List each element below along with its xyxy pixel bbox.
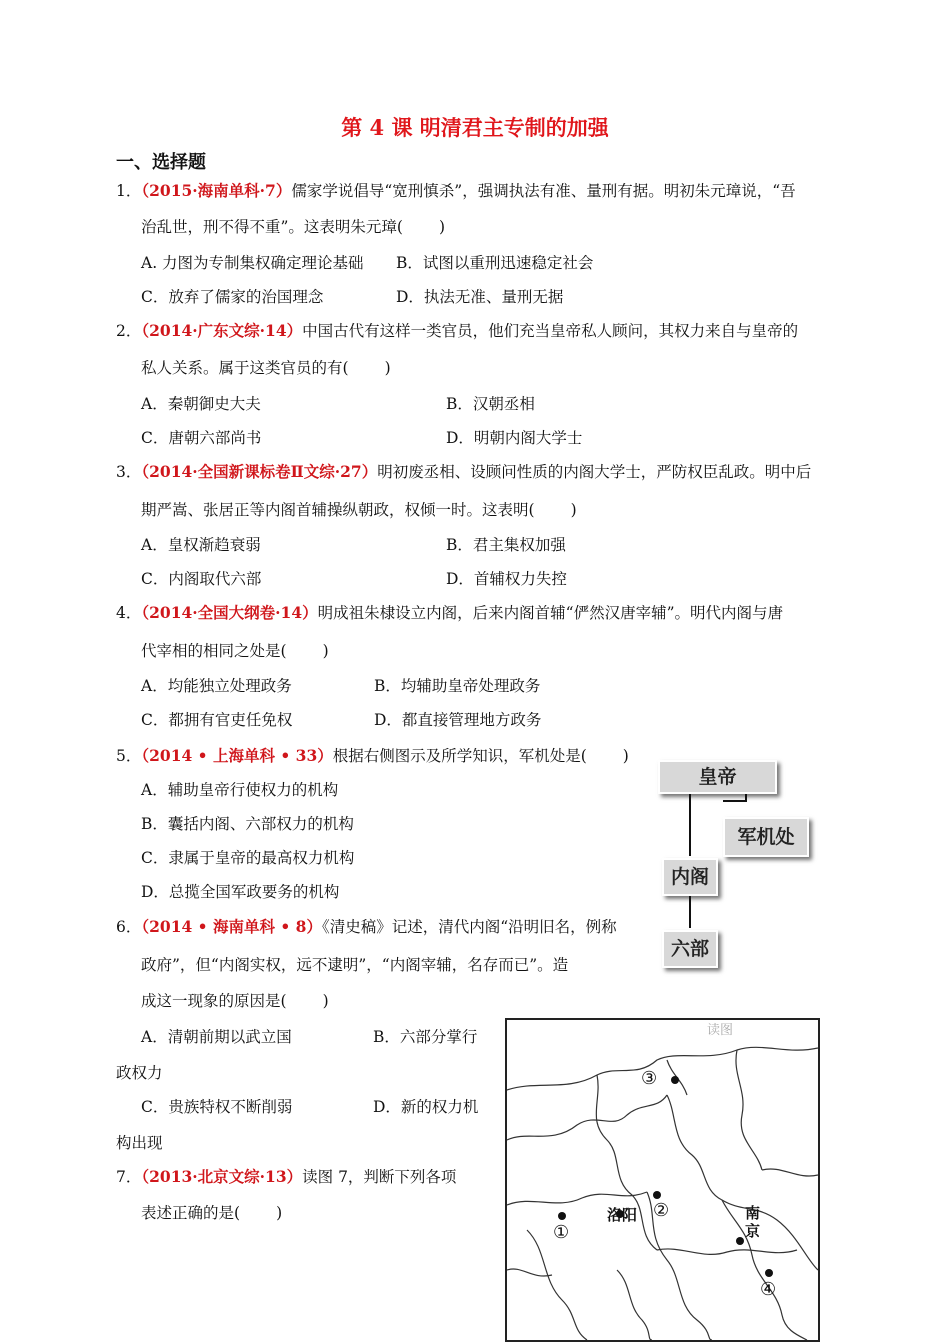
question-stem: 根据右侧图示及所学知识，军机处是(	[332, 747, 587, 765]
option-c: C．放弃了儒家的治国理念	[141, 288, 324, 306]
option-a: A．均能独立处理政务	[141, 677, 292, 695]
close-paren: )	[570, 501, 577, 519]
question-number: 1．	[116, 182, 142, 200]
question-stem: 明成祖朱棣设立内阁，后来内阁首辅“俨然汉唐宰辅”。明代内阁与唐	[317, 604, 783, 622]
map-point-4	[765, 1269, 773, 1277]
map-marker-2: ②	[653, 1200, 670, 1221]
question-3-line-2	[141, 500, 577, 520]
question-6-line-1	[116, 917, 617, 937]
question-source: （2013·北京文综·13）	[141, 1167, 303, 1186]
ming-china-map	[505, 1018, 820, 1342]
diagram-junjichu: 军机处	[723, 817, 809, 857]
close-paren: )	[622, 747, 629, 765]
diagram-liubu: 六部	[662, 930, 718, 968]
option-c: C．贵族特权不断削弱	[141, 1098, 293, 1116]
map-point-2	[653, 1191, 661, 1199]
question-6-line-2: 政府”，但“内阁实权，远不逮明”，“内阁宰辅，名存而已”。造	[141, 956, 569, 974]
close-paren: )	[322, 642, 329, 660]
question-stem: 读图 7，判断下列各项	[302, 1168, 457, 1186]
option-d: D．明朝内阁大学士	[446, 429, 583, 447]
question-stem: 成这一现象的原因是(	[141, 992, 287, 1010]
option-b: B．六部分掌行	[373, 1028, 478, 1046]
map-marker-1: ①	[553, 1222, 570, 1243]
question-7-line-2	[141, 1203, 282, 1223]
close-paren: )	[322, 992, 329, 1010]
map-label-luoyang: 洛阳	[607, 1206, 638, 1224]
question-source: （2014 • 海南单科 • 8）	[141, 917, 322, 936]
option-c: C．唐朝六部尚书	[141, 429, 262, 447]
question-number: 4．	[116, 604, 142, 622]
map-label-nanjing-2: 京	[745, 1222, 761, 1240]
option-c: C．都拥有官吏任免权	[141, 711, 293, 729]
option-d: D．执法无准、量刑无据	[396, 288, 564, 306]
option-d: D．新的权力机	[373, 1098, 479, 1116]
option-c: C．隶属于皇帝的最高权力机构	[141, 849, 355, 867]
option-b: B．君主集权加强	[446, 536, 566, 554]
question-1-line-2	[141, 217, 445, 237]
question-source: （2014·广东文综·14）	[141, 321, 303, 340]
question-number: 3．	[116, 463, 142, 481]
diagram-neige: 内阁	[662, 858, 718, 896]
question-stem: 表述正确的是(	[141, 1204, 241, 1222]
question-stem: 明初废丞相、设顾问性质的内阁大学士，严防权臣乱政。明中后	[377, 463, 812, 481]
question-number: 6．	[116, 918, 142, 936]
question-stem: 期严嵩、张居正等内阁首辅操纵朝政，权倾一时。这表明(	[141, 501, 535, 519]
question-stem: 治乱世，刑不得不重”。这表明朱元璋(	[141, 218, 403, 236]
close-paren: )	[438, 218, 446, 236]
option-d: D．都直接管理地方政务	[374, 711, 542, 729]
page-title: 第 4 课 明清君主专制的加强	[341, 115, 609, 140]
map-header-faded: 读图	[707, 1023, 734, 1038]
option-a: A．清朝前期以武立国	[141, 1028, 292, 1046]
map-figure	[507, 1020, 818, 1340]
question-stem: 私人关系。属于这类官员的有(	[141, 359, 349, 377]
option-d-continued: 构出现	[116, 1134, 163, 1152]
option-a: A．皇权渐趋衰弱	[141, 536, 261, 554]
option-b: B．汉朝丞相	[446, 395, 535, 413]
option-d: D．首辅权力失控	[446, 570, 567, 588]
question-7-line-1	[116, 1167, 456, 1187]
option-b-continued: 政权力	[116, 1064, 163, 1082]
option-c: C．内阁取代六部	[141, 570, 262, 588]
question-stem: 中国古代有这样一类官员，他们充当皇帝私人顾问，其权力来自与皇帝的	[302, 322, 799, 340]
option-d: D．总揽全国军政要务的机构	[141, 883, 340, 901]
question-1-line-1	[116, 181, 796, 201]
question-number: 5．	[116, 747, 142, 765]
section-heading: 一、选择题	[116, 152, 206, 173]
question-stem: 代宰相的相同之处是(	[141, 642, 287, 660]
option-b: B．试图以重刑迅速稳定社会	[396, 254, 594, 272]
question-5-line-1	[116, 746, 629, 766]
question-3-line-1	[116, 462, 811, 482]
option-a: A. 力图为专制集权确定理论基础	[141, 254, 364, 272]
question-4-line-2	[141, 641, 329, 661]
option-a: A．辅助皇帝行使权力的机构	[141, 781, 339, 799]
question-source: （2014 • 上海单科 • 33）	[141, 746, 333, 765]
option-b: B．均辅助皇帝处理政务	[374, 677, 541, 695]
question-source: （2014·全国新课标卷Ⅱ文综·27）	[141, 462, 378, 481]
option-a: A．秦朝御史大夫	[141, 395, 261, 413]
diagram-emperor: 皇帝	[658, 760, 777, 794]
option-b: B．囊括内阁、六部权力的机构	[141, 815, 354, 833]
question-6-line-3	[141, 991, 329, 1011]
question-number: 7．	[116, 1168, 142, 1186]
question-2-line-2	[141, 358, 391, 378]
diagram-connector	[723, 800, 747, 802]
map-marker-4: ④	[760, 1279, 777, 1300]
question-stem: 《清史稿》记述，清代内阁“沿明旧名，例称	[321, 918, 617, 936]
question-number: 2．	[116, 322, 142, 340]
map-marker-3: ③	[641, 1068, 658, 1089]
question-stem: 儒家学说倡导“宽刑慎杀”，强调执法有准、量刑有据。明初朱元璋说，“吾	[291, 182, 796, 200]
question-2-line-1	[116, 321, 798, 341]
map-point-nanjing	[736, 1237, 744, 1245]
diagram-connector	[689, 896, 691, 928]
question-4-line-1	[116, 603, 783, 623]
question-source: （2014·全国大纲卷·14）	[141, 603, 318, 622]
diagram-connector	[689, 794, 691, 856]
map-point-3	[671, 1076, 679, 1084]
map-point-1	[558, 1212, 566, 1220]
close-paren: )	[276, 1204, 283, 1222]
question-source: （2015·海南单科·7）	[141, 181, 292, 200]
map-label-nanjing-1: 南	[745, 1204, 761, 1222]
close-paren: )	[384, 359, 391, 377]
